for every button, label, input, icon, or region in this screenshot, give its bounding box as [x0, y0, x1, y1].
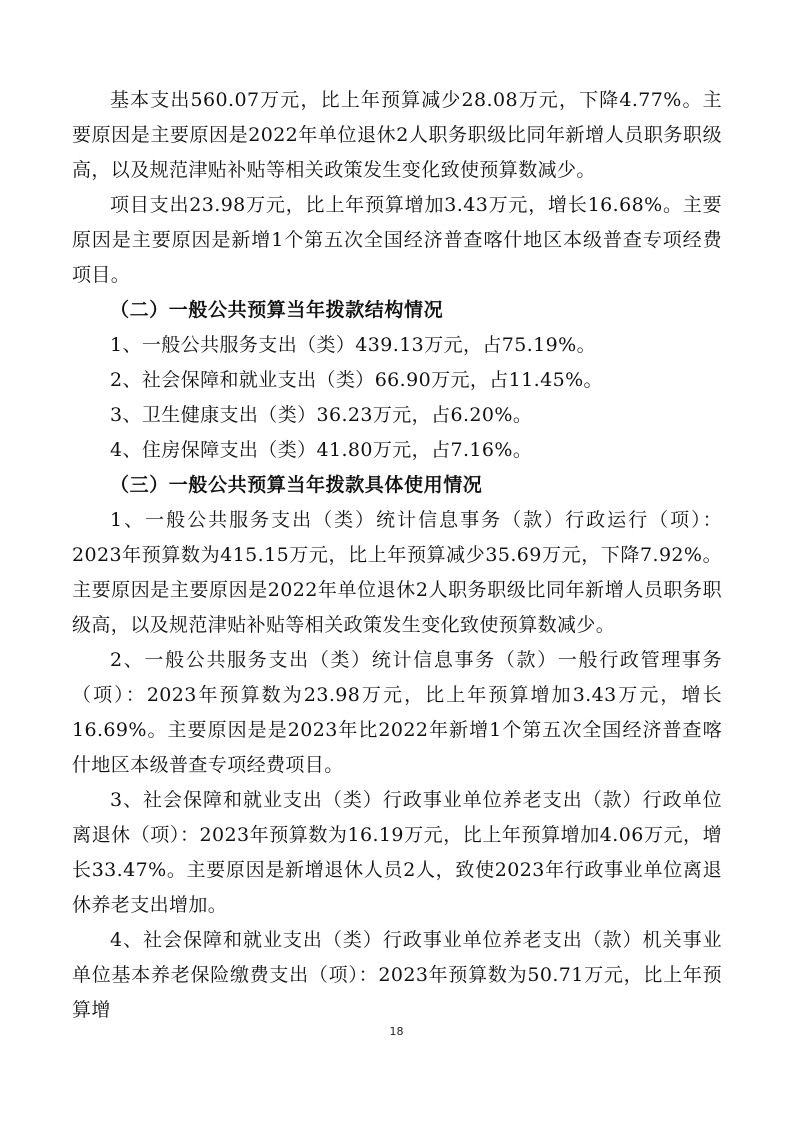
- usage-item-4: 4、社会保障和就业支出（类）行政事业单位养老支出（款）机关事业单位基本养老保险缴费支出（项）：2023年预算数为50.71万元，比上年预算增: [72, 929, 722, 1021]
- section-heading-usage: （三）一般公共预算当年拨款具体使用情况: [110, 474, 483, 496]
- structure-item-3: 3、卫生健康支出（类）36.23万元，占6.20%。: [110, 404, 533, 426]
- usage-item-2: 2、一般公共服务支出（类）统计信息事务（款）一般行政管理事务（项）：2023年预算数为23.98万元，比上年预算增加3.43万元，增长16.69%。主要原因是是2023年比2022年新增1个第五次全国经济普查喀什地区本级普查专项经费项目。: [72, 649, 722, 776]
- section-heading-structure: （二）一般公共预算当年拨款结构情况: [110, 299, 444, 321]
- document-body: [72, 83, 722, 1028]
- usage-item-1: 1、一般公共服务支出（类）统计信息事务（款）行政运行（项）：2023年预算数为415.15万元，比上年预算减少35.69万元，下降7.92%。主要原因是主要原因是2022年单位退休2人职务职级比同年新增人员职务职级高，以及规范津贴补贴等相关政策发生变化致使预算数减少。: [72, 509, 722, 636]
- structure-item-1: 1、一般公共服务支出（类）439.13万元，占75.19%。: [110, 334, 597, 356]
- page-number: 18: [389, 1025, 404, 1038]
- paragraph-basic-expenditure: 基本支出560.07万元，比上年预算减少28.08万元，下降4.77%。主要原因是主要原因是2022年单位退休2人职务职级比同年新增人员职务职级高，以及规范津贴补贴等相关政策发生变化致使预算数减少。: [72, 89, 722, 181]
- paragraph-project-expenditure: 项目支出23.98万元，比上年预算增加3.43万元，增长16.68%。主要原因是主要原因是新增1个第五次全国经济普查喀什地区本级普查专项经费项目。: [72, 194, 722, 286]
- structure-item-2: 2、社会保障和就业支出（类）66.90万元，占11.45%。: [110, 369, 603, 391]
- structure-item-4: 4、住房保障支出（类）41.80万元，占7.16%。: [110, 439, 533, 461]
- usage-item-3: 3、社会保障和就业支出（类）行政事业单位养老支出（款）行政单位离退休（项）：2023年预算数为16.19万元，比上年预算增加4.06万元，增长33.47%。主要原因是新增退休人员2人，致使2023年行政事业单位离退休养老支出增加。: [72, 789, 722, 916]
